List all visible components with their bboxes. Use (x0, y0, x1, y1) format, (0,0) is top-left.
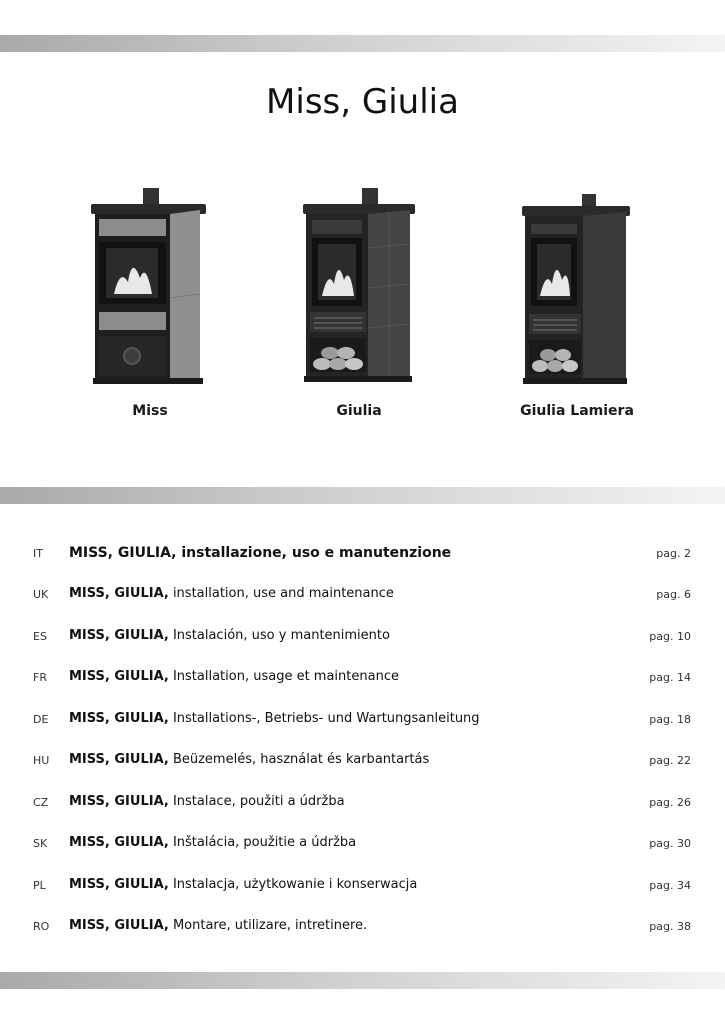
toc-row-it[interactable] (0, 543, 725, 567)
lang-code: DE (33, 713, 49, 726)
toc-entry (69, 794, 345, 809)
toc-row-fr[interactable] (0, 667, 725, 691)
entry-text: Beüzemelés, használat és karbantartás (168, 752, 430, 767)
toc-entry (69, 835, 356, 850)
giulia-lamiera-stove-image (520, 194, 635, 389)
product-name: MISS, GIULIA, (69, 669, 169, 684)
toc-entry (69, 711, 480, 726)
lang-code: HU (33, 754, 50, 767)
page-number: pag. 30 (649, 837, 691, 850)
toc-row-es[interactable] (0, 626, 725, 650)
entry-text: installazione, uso e manutenzione (176, 545, 452, 561)
toc-entry (69, 545, 451, 561)
toc-entry (69, 877, 417, 892)
page-number: pag. 14 (649, 671, 691, 684)
page-number: pag. 38 (649, 920, 691, 933)
page-number: pag. 34 (649, 879, 691, 892)
toc-entry (69, 628, 390, 643)
lang-code: PL (33, 879, 46, 892)
toc-entry (69, 669, 399, 684)
lang-code: RO (33, 920, 50, 933)
product-name: MISS, GIULIA, (69, 918, 169, 933)
toc-row-hu[interactable] (0, 750, 725, 774)
toc-row-sk[interactable] (0, 833, 725, 857)
page-number: pag. 10 (649, 630, 691, 643)
entry-text: installation, use and maintenance (168, 586, 394, 601)
giulia-stove-image (300, 188, 425, 388)
page-number: pag. 2 (656, 547, 691, 560)
entry-text: Installation, usage et maintenance (168, 669, 399, 684)
lang-code: FR (33, 671, 47, 684)
lang-code: CZ (33, 796, 49, 809)
product-name: MISS, GIULIA, (69, 794, 169, 809)
toc-entry (69, 918, 367, 933)
section-divider-bar (0, 487, 725, 504)
toc-row-cz[interactable] (0, 792, 725, 816)
entry-text: Instalación, uso y mantenimiento (168, 628, 390, 643)
miss-label: Miss (132, 403, 168, 419)
entry-text: Montare, utilizare, intretinere. (168, 918, 368, 933)
lang-code: IT (33, 547, 43, 560)
product-name: MISS, GIULIA, (69, 752, 169, 767)
footer-bar (0, 972, 725, 989)
miss-stove-image (88, 188, 213, 388)
page-number: pag. 22 (649, 754, 691, 767)
giulia-lamiera-label: Giulia Lamiera (520, 403, 634, 419)
page-number: pag. 6 (656, 588, 691, 601)
entry-text: Installations-, Betriebs- und Wartungsanleitung (168, 711, 480, 726)
product-name: MISS, GIULIA, (69, 877, 169, 892)
toc-entry (69, 586, 394, 601)
page-number: pag. 26 (649, 796, 691, 809)
header-bar (0, 35, 725, 52)
toc-row-ro[interactable] (0, 916, 725, 940)
entry-text: Inštalácia, použitie a údržba (168, 835, 357, 850)
product-name: MISS, GIULIA, (69, 628, 169, 643)
lang-code: UK (33, 588, 49, 601)
entry-text: Instalacja, użytkowanie i konserwacja (168, 877, 418, 892)
product-name: MISS, GIULIA, (69, 835, 169, 850)
entry-text: Instalace, použiti a údržba (168, 794, 345, 809)
product-name: MISS, GIULIA, (69, 545, 177, 561)
lang-code: SK (33, 837, 48, 850)
toc-entry (69, 752, 429, 767)
giulia-label: Giulia (336, 403, 382, 419)
product-name: MISS, GIULIA, (69, 711, 169, 726)
page-number: pag. 18 (649, 713, 691, 726)
page-title: Miss, Giulia (266, 82, 459, 122)
toc-row-uk[interactable] (0, 584, 725, 608)
toc-row-de[interactable] (0, 709, 725, 733)
product-name: MISS, GIULIA, (69, 586, 169, 601)
toc-row-pl[interactable] (0, 875, 725, 899)
lang-code: ES (33, 630, 47, 643)
